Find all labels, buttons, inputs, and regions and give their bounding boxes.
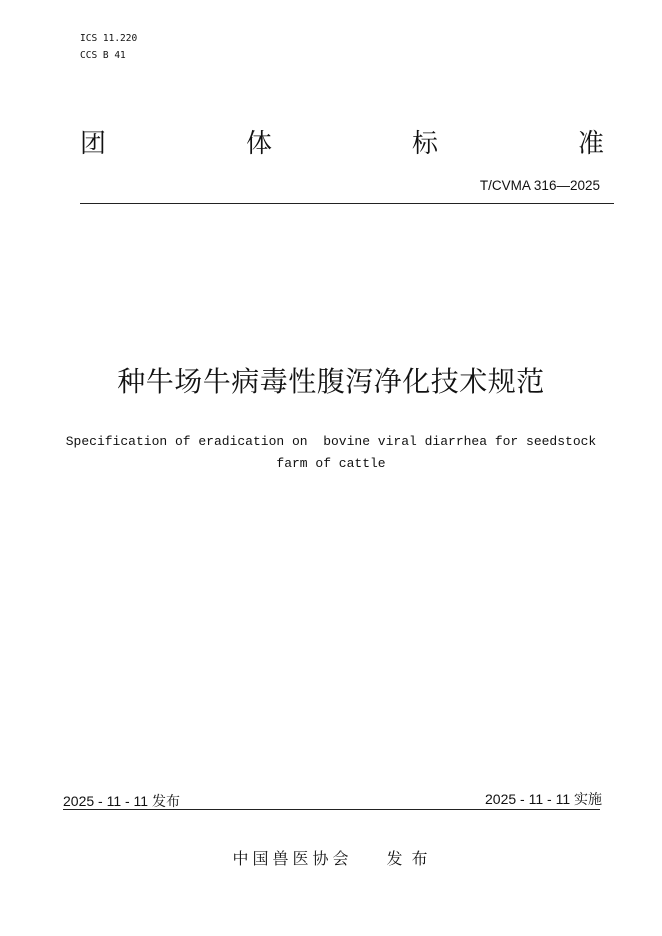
standard-number: T/CVMA 316—2025 [479,178,600,193]
title-english-line: farm of cattle [276,456,386,471]
category-char: 体 [245,129,272,159]
title-english [0,431,662,475]
header-divider [80,203,614,204]
publisher-action: 发 布 [386,849,430,868]
category-char: 团 [80,129,107,159]
ccs-code: CCS B 41 [80,50,126,61]
category-char: 准 [577,129,604,159]
standard-category [80,128,604,160]
implement-date: 2025 - 11 - 11 实施 [485,791,602,807]
publisher [0,848,662,870]
publish-date: 2025 - 11 - 11 发布 [63,793,180,809]
ics-code: ICS 11.220 [80,33,138,44]
footer-divider [63,809,600,810]
title-chinese: 种牛场牛病毒性腹泻净化技术规范 [117,365,545,398]
title-english-line: Specification of eradication on bovine viral diarrhea for seedstock [65,434,597,449]
publisher-name: 中国兽医协会 [232,849,353,868]
category-char: 标 [411,129,438,159]
